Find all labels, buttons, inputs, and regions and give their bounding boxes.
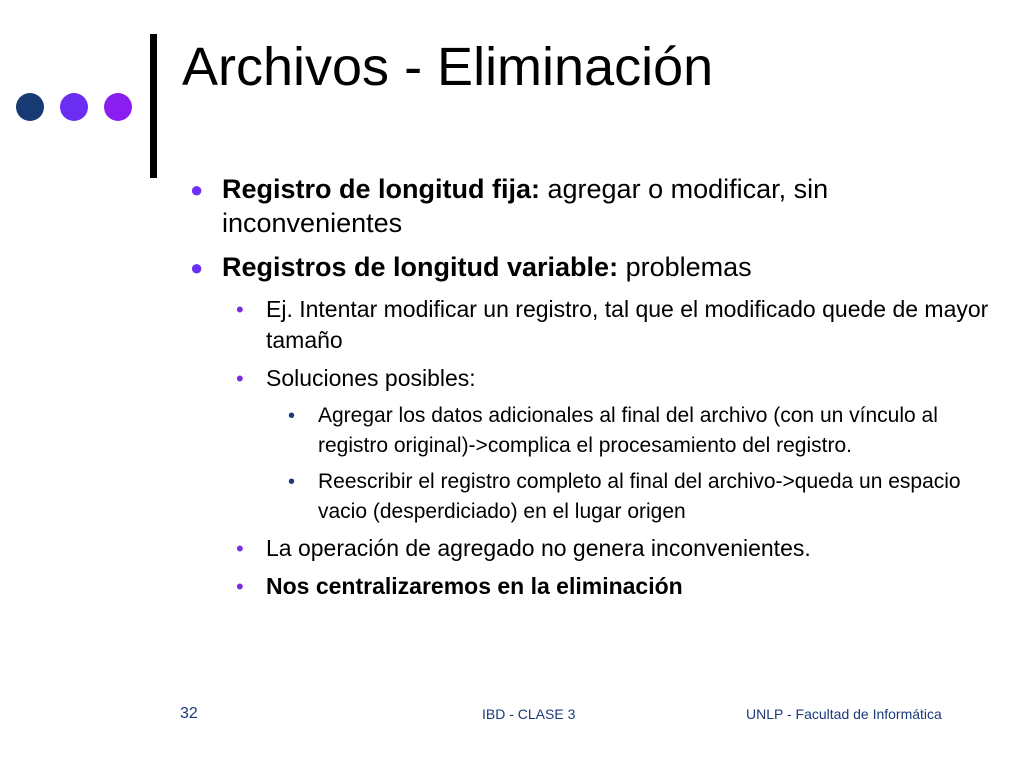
bullet-text: problemas — [618, 252, 752, 282]
bullet-dot-icon: ● — [190, 177, 204, 202]
bullet-dot-icon: • — [288, 405, 296, 427]
subbullet-bold-text: Nos centralizaremos en la eliminación — [266, 573, 683, 599]
bullet-variable-length — [190, 250, 1000, 284]
bullet-dot-icon: • — [236, 366, 244, 391]
solution-text: Reescribir el registro completo al final del archivo->queda un espacio vacio (desperdiciado) en el lugar origen — [318, 470, 961, 523]
bullet-fixed-length — [190, 172, 1000, 240]
subbullet-text: La operación de agregado no genera inconvenientes. — [266, 535, 811, 561]
solution-append-data — [288, 401, 1000, 461]
slide-body — [190, 172, 1000, 609]
subbullet-text: Ej. Intentar modificar un registro, tal que el modificado quede de mayor tamaño — [266, 296, 989, 353]
bullet-dot-icon: • — [236, 574, 244, 599]
solution-text: Agregar los datos adicionales al final del archivo (con un vínculo al registro original)->complica el procesamiento del registro. — [318, 404, 938, 457]
bullet-bold-text: Registros de longitud variable: — [222, 252, 619, 282]
title-divider — [150, 34, 157, 178]
subbullet-focus-deletion — [236, 571, 1000, 602]
bullet-bold-text: Registro de longitud fija: — [222, 174, 540, 204]
bullet-dot-icon: • — [288, 471, 296, 493]
decor-dot-violet — [60, 93, 88, 121]
decor-dot-navy — [16, 93, 44, 121]
decor-dot-purple — [104, 93, 132, 121]
solution-rewrite-record — [288, 467, 1000, 527]
bullet-dot-icon: ● — [190, 255, 204, 280]
bullet-text: agregar o modificar, sin inconvenientes — [222, 174, 829, 238]
subbullet-solutions — [236, 363, 1000, 394]
bullet-dot-icon: • — [236, 536, 244, 561]
subbullet-text: Soluciones posibles: — [266, 365, 476, 391]
subbullet-append-operation — [236, 533, 1000, 564]
slide-title: Archivos - Eliminación — [182, 37, 714, 97]
footer-institution: UNLP - Facultad de Informática — [746, 706, 942, 722]
footer-course: IBD - CLASE 3 — [482, 706, 576, 722]
bullet-dot-icon: • — [236, 297, 244, 322]
subbullet-example — [236, 294, 1000, 356]
page-number: 32 — [180, 705, 198, 722]
